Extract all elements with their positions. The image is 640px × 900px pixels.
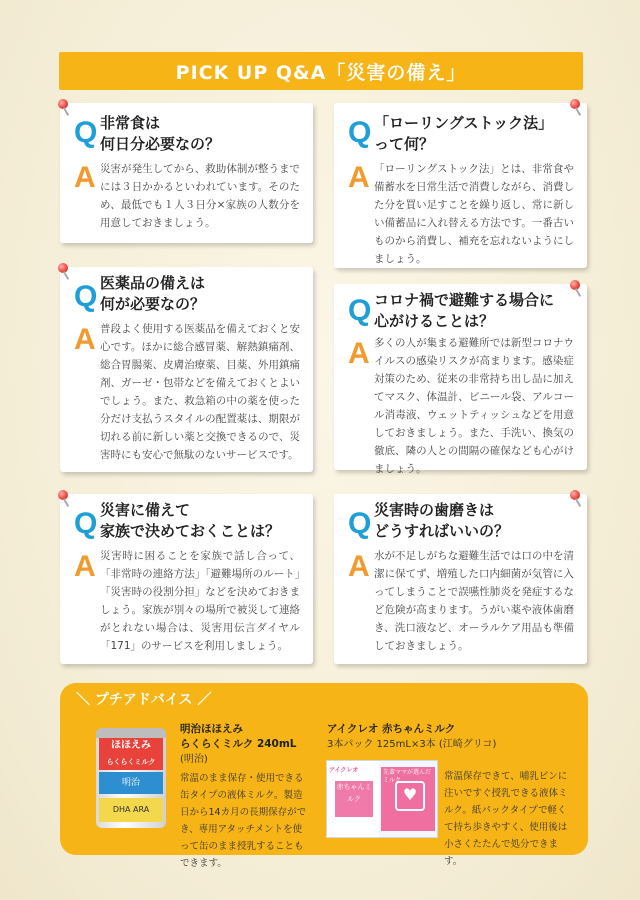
qa-card [334, 284, 587, 475]
product-description: 常温保存できて、哺乳ビンに注いですぐ授乳できる液体ミルク。紙パックタイプで軽くて持ち歩きやすく、使用後は小さくたたんで処分できます。 [444, 771, 568, 867]
answer-text: 「ローリングストック法」とは、非常食や備蓄水を日常生活で消費しながら、消費した分を買い足すことを繰り返し、常に新しい備蓄品に入れ替える方法です。一番古いものから消費し、補充を忘れないようにしましょう。 [374, 163, 574, 265]
product-image-meiji-can [96, 728, 166, 828]
can-brand-label: ほほえみ らくらくミルク [99, 738, 163, 770]
q-mark: Q [74, 280, 98, 313]
question-text: 「ローリングストック法」 って何？ [374, 114, 554, 153]
a-mark: A [74, 550, 96, 583]
can-label-blue: 明治 [99, 772, 163, 794]
advice-title: ＼ プチアドバイス ／ [76, 692, 212, 708]
qa-card [60, 267, 313, 472]
q-mark: Q [348, 507, 372, 540]
question-text: コロナ禍で避難する場合に 心がけることは？ [374, 291, 555, 330]
pushpin-icon [54, 97, 76, 119]
pushpin-icon [54, 488, 76, 510]
a-mark: A [348, 550, 370, 583]
pushpin-icon [54, 261, 76, 283]
q-mark: Q [348, 294, 372, 327]
a-mark: A [348, 161, 370, 194]
q-mark: Q [74, 507, 98, 540]
a-mark: A [74, 161, 96, 194]
question-text: 災害に備えて 家族で決めておくことは？ [100, 501, 281, 540]
answer-text: 多くの人が集まる避難所では新型コロナウイルスの感染リスクが高まります。感染症対策のため、従来の非常持ち出し品に加えてマスク、体温計、ビニール袋、アルコール消毒液、ウェットティッシュなどを用意しておきましょう。また、手洗い、換気の徹底、隣の人との間隔の確保なども心がけましょう。 [374, 337, 574, 475]
question-text: 医薬品の備えは 何が必要なの？ [100, 274, 206, 313]
product-description: 常温のまま保存・使用できる缶タイプの液体ミルク。製造日から14カ月の長期保存ができ、専用アタッチメントを使って缶のまま授乳することもできます。 [180, 773, 307, 869]
pack-label: 赤ちゃんミルク [335, 781, 373, 817]
product-name: 明治ほほえみ らくらくミルク 240mL [180, 723, 297, 750]
page-title: PICK UP Q&A「災害の備え」 [59, 52, 583, 90]
can-label-yellow: DHA ARA [99, 798, 163, 822]
qa-card [334, 103, 587, 268]
a-mark: A [74, 323, 96, 356]
answer-text: 水が不足しがちな避難生活では口の中を清潔に保てず、増殖した口内細菌が気管に入ってしまうことで誤嚥性肺炎を発症するなど危険が高まります。うがい薬や液体歯磨き、洗口液など、オーラルケア用品も準備しておきましょう。 [374, 550, 574, 652]
a-mark: A [348, 337, 370, 370]
qa-card [334, 494, 587, 664]
answer-text: 災害時に困ることを家族で話し合って、「非常時の連絡方法」「避難場所のルート」「災害時の役割分担」などを決めておきましょう。家族が別々の場所で被災して連絡がとれない場合は、災害用伝言ダイヤル「171」のサービスを利用しましょう。 [100, 550, 300, 652]
answer-text: 普段よく使用する医薬品を備えておくと安心です。ほかに総合感冒薬、解熱鎮痛剤、総合胃腸薬、皮膚治療薬、目薬、外用鎮痛剤、ガーゼ・包帯などを備えておくとよいでしょう。また、救急箱の中の薬を使った分だけ支払うスタイルの配置薬は、期限が切れる前に新しい薬と交換できるので、災害時にも安心で無駄のないサービスです。 [100, 323, 300, 461]
heart-icon: ♥ [395, 781, 425, 811]
question-text: 災害時の歯磨きは どうすればいいの？ [374, 501, 510, 540]
qa-card [60, 494, 313, 664]
product-maker: 3本パック 125mL×3本 (江崎グリコ) [327, 739, 497, 750]
answer-text: 災害が発生してから、救助体制が整うまでには３日かかるといわれています。そのため、最低でも１人３日分×家族の人数分を用意しておきましょう。 [100, 163, 300, 229]
qa-card [60, 103, 313, 243]
question-text: 非常食は 何日分必要なの？ [100, 114, 221, 153]
q-mark: Q [74, 116, 98, 149]
product-image-icreo-pack: アイクレオ 赤ちゃんミルク 先輩ママが選んだミルク ♥ [326, 760, 438, 838]
product-name: アイクレオ 赤ちゃんミルク [327, 723, 456, 735]
product-maker: (明治) [180, 754, 208, 765]
q-mark: Q [348, 116, 372, 149]
